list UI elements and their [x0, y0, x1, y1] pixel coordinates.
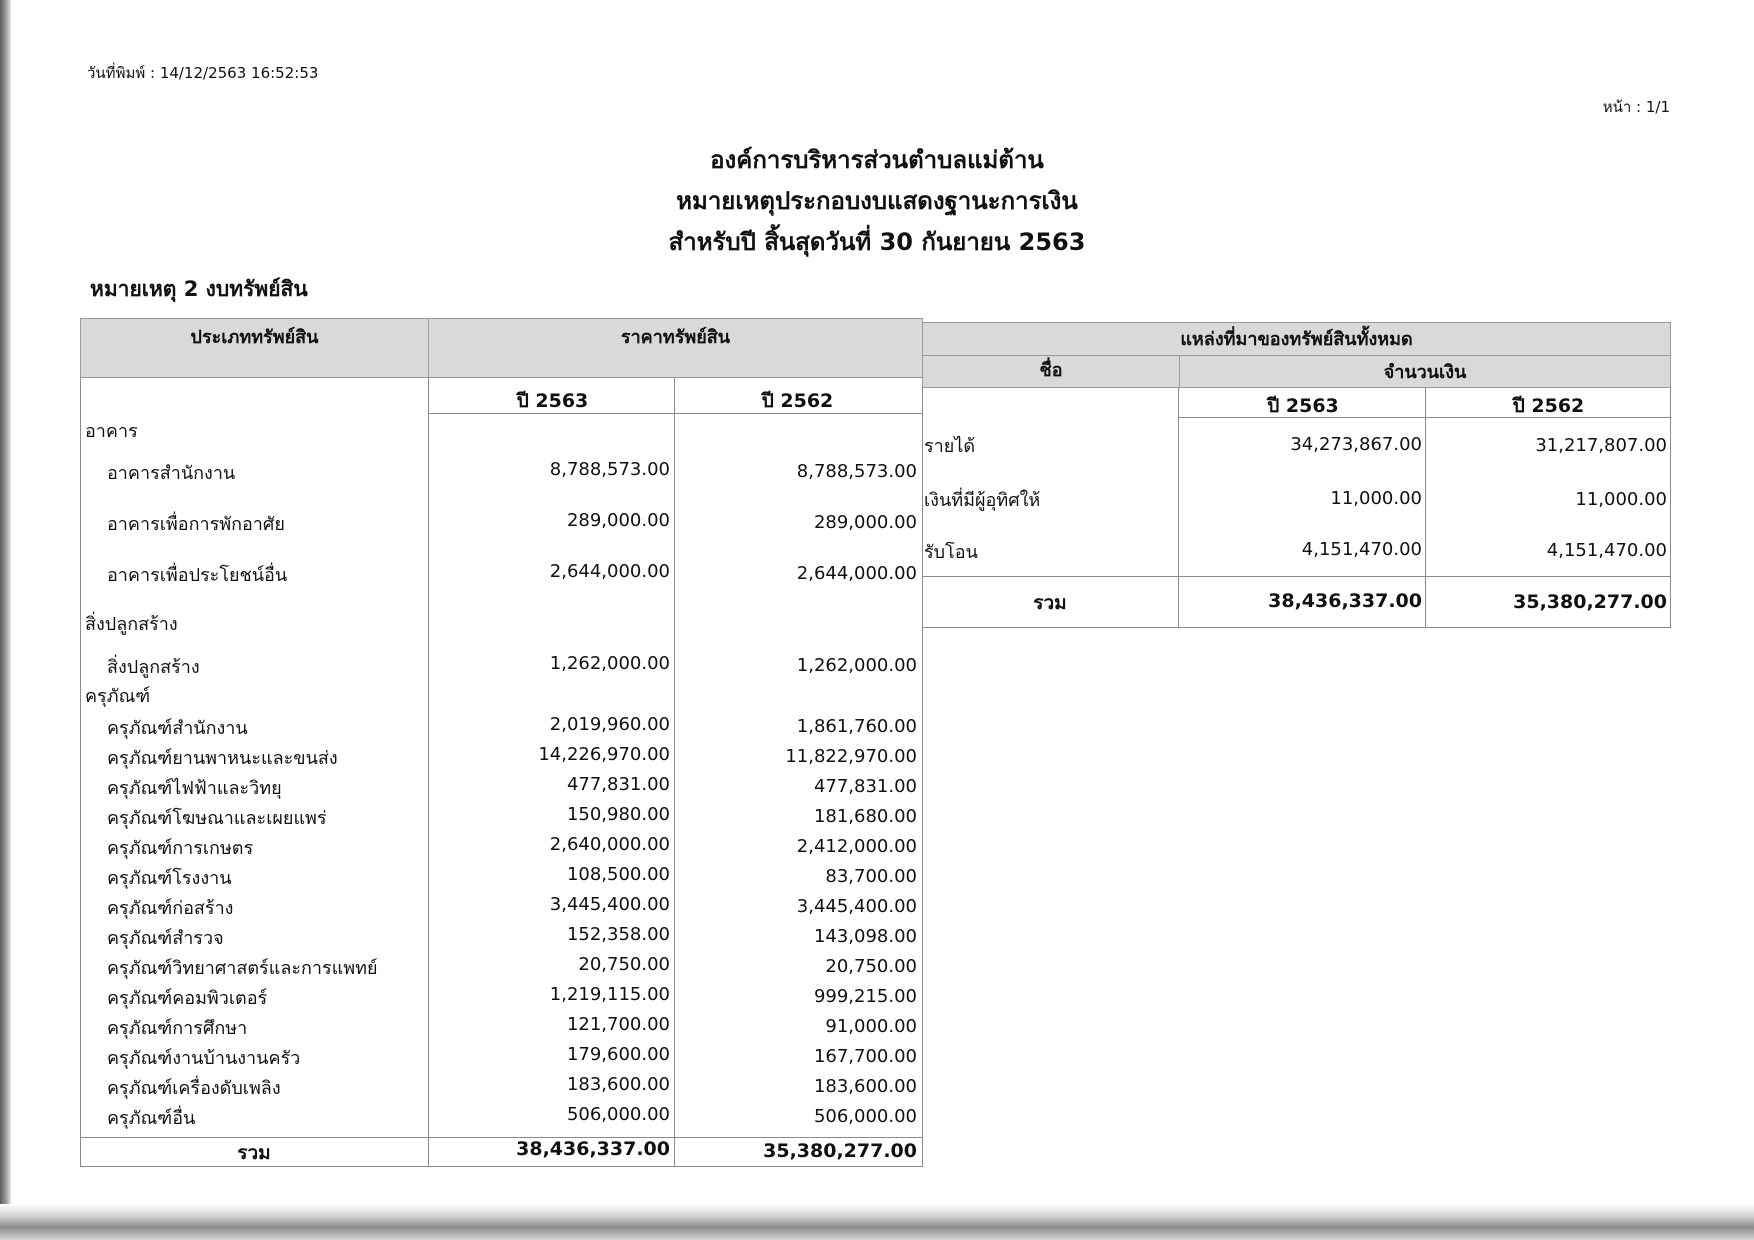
row-value-2562: 20,750.00	[825, 956, 917, 977]
row-label: สิ่งปลูกสร้าง	[107, 657, 200, 678]
scan-bottom-edge	[0, 1204, 1754, 1240]
row-value-2563: 121,700.00	[566, 1014, 670, 1035]
header-year-2562: ปี 2562	[761, 390, 834, 412]
header-year-2563: ปี 2563	[516, 390, 589, 412]
row-value-2562: 3,445,400.00	[796, 896, 917, 917]
row-value-2563: 150,980.00	[566, 804, 670, 825]
row-value-2562: 143,098.00	[813, 926, 917, 947]
row-value-2562: 2,644,000.00	[796, 563, 917, 584]
row-value-2562: 181,680.00	[813, 806, 917, 827]
table-border	[922, 627, 1671, 628]
row-label: ครุภัณฑ์การศึกษา	[107, 1018, 248, 1039]
group-label-structures: สิ่งปลูกสร้าง	[85, 614, 178, 635]
row-value-2562: 506,000.00	[813, 1106, 917, 1127]
source-name: รับโอน	[924, 542, 978, 563]
row-value-2562: 83,700.00	[825, 866, 917, 887]
row-label: ครุภัณฑ์วิทยาศาสตร์และการแพทย์	[107, 958, 378, 979]
row-value-2562: 2,412,000.00	[796, 836, 917, 857]
source-value-2563: 34,273,867.00	[1290, 434, 1422, 455]
row-value-2563: 2,644,000.00	[549, 561, 670, 582]
table-border	[922, 576, 1671, 577]
row-value-2563: 289,000.00	[566, 510, 670, 531]
row-label: ครุภัณฑ์โฆษณาและเผยแพร่	[107, 808, 327, 829]
row-label: ครุภัณฑ์อื่น	[107, 1108, 196, 1129]
table-border	[1425, 388, 1426, 628]
total-value-2563: 38,436,337.00	[516, 1138, 670, 1160]
table-border	[80, 378, 81, 1166]
header-year-2562: ปี 2562	[1512, 395, 1585, 417]
header-amount: จำนวนเงิน	[1179, 355, 1671, 388]
source-value-2562: 31,217,807.00	[1535, 435, 1667, 456]
row-label: ครุภัณฑ์สำนักงาน	[107, 718, 248, 739]
row-value-2562: 11,822,970.00	[785, 746, 917, 767]
table-border	[428, 413, 923, 414]
source-value-2563: 4,151,470.00	[1301, 539, 1422, 560]
row-value-2562: 1,861,760.00	[796, 716, 917, 737]
source-value-2562: 4,151,470.00	[1546, 540, 1667, 561]
row-value-2562: 167,700.00	[813, 1046, 917, 1067]
total-label: รวม	[1033, 592, 1067, 614]
header-year-2563: ปี 2563	[1267, 395, 1339, 417]
row-value-2563: 1,219,115.00	[549, 984, 670, 1005]
table-border	[1178, 417, 1671, 418]
row-label: ครุภัณฑ์การเกษตร	[107, 838, 254, 859]
note-title: หมายเหตุ 2 งบทรัพย์สิน	[90, 277, 308, 301]
total-label: รวม	[237, 1142, 271, 1164]
total-value-2563: 38,436,337.00	[1268, 590, 1422, 612]
row-value-2562: 8,788,573.00	[796, 461, 917, 482]
row-label: ครุภัณฑ์ยานพาหนะและขนส่ง	[107, 748, 338, 769]
header-asset-type: ประเภททรัพย์สิน	[80, 318, 429, 378]
total-value-2562: 35,380,277.00	[763, 1140, 917, 1162]
group-label-equipment: ครุภัณฑ์	[85, 686, 151, 707]
table-border	[922, 378, 923, 1166]
source-name: เงินที่มีผู้อุทิศให้	[924, 490, 1041, 511]
period-title: สำหรับปี สิ้นสุดวันที่ 30 กันยายน 2563	[668, 228, 1086, 256]
row-value-2562: 289,000.00	[813, 512, 917, 533]
row-label: ครุภัณฑ์งานบ้านงานครัว	[107, 1048, 301, 1069]
table-border	[1178, 388, 1179, 628]
row-value-2563: 152,358.00	[566, 924, 670, 945]
row-value-2563: 477,831.00	[566, 774, 670, 795]
row-value-2563: 506,000.00	[566, 1104, 670, 1125]
row-value-2562: 477,831.00	[813, 776, 917, 797]
row-label: อาคารสำนักงาน	[107, 463, 236, 484]
row-value-2563: 20,750.00	[578, 954, 670, 975]
header-asset-value: ราคาทรัพย์สิน	[428, 318, 923, 378]
source-value-2562: 11,000.00	[1575, 489, 1667, 510]
row-label: อาคารเพื่อประโยชน์อื่น	[107, 565, 288, 586]
total-value-2562: 35,380,277.00	[1513, 591, 1667, 613]
document-title: หมายเหตุประกอบงบแสดงฐานะการเงิน	[676, 187, 1078, 215]
row-value-2563: 108,500.00	[566, 864, 670, 885]
row-value-2563: 14,226,970.00	[538, 744, 670, 765]
row-label: ครุภัณฑ์โรงงาน	[107, 868, 232, 889]
row-value-2563: 8,788,573.00	[549, 459, 670, 480]
row-label: ครุภัณฑ์เครื่องดับเพลิง	[107, 1078, 281, 1099]
row-label: ครุภัณฑ์สำรวจ	[107, 928, 224, 949]
row-value-2563: 1,262,000.00	[549, 653, 670, 674]
row-value-2563: 2,640,000.00	[549, 834, 670, 855]
row-value-2562: 1,262,000.00	[796, 655, 917, 676]
row-label: อาคารเพื่อการพักอาศัย	[107, 514, 285, 535]
print-date: วันที่พิมพ์ : 14/12/2563 16:52:53	[87, 64, 319, 82]
table-border	[428, 378, 429, 1166]
organization-title: องค์การบริหารส่วนตำบลแม่ต้าน	[710, 146, 1044, 174]
header-name: ชื่อ	[922, 355, 1180, 388]
row-value-2562: 91,000.00	[825, 1016, 917, 1037]
page-number: หน้า : 1/1	[1602, 98, 1670, 116]
row-value-2563: 2,019,960.00	[549, 714, 670, 735]
row-label: ครุภัณฑ์คอมพิวเตอร์	[107, 988, 268, 1009]
row-value-2562: 183,600.00	[813, 1076, 917, 1097]
row-value-2563: 183,600.00	[566, 1074, 670, 1095]
document-titles	[0, 140, 1754, 263]
source-value-2563: 11,000.00	[1330, 488, 1422, 509]
group-label-buildings: อาคาร	[85, 421, 138, 442]
row-label: ครุภัณฑ์ก่อสร้าง	[107, 898, 234, 919]
row-value-2563: 3,445,400.00	[549, 894, 670, 915]
row-value-2562: 999,215.00	[813, 986, 917, 1007]
row-value-2563: 179,600.00	[566, 1044, 670, 1065]
source-name: รายได้	[924, 436, 976, 457]
row-label: ครุภัณฑ์ไฟฟ้าและวิทยุ	[107, 778, 282, 799]
header-sources: แหล่งที่มาของทรัพย์สินทั้งหมด	[922, 322, 1671, 356]
table-border	[1670, 388, 1671, 628]
